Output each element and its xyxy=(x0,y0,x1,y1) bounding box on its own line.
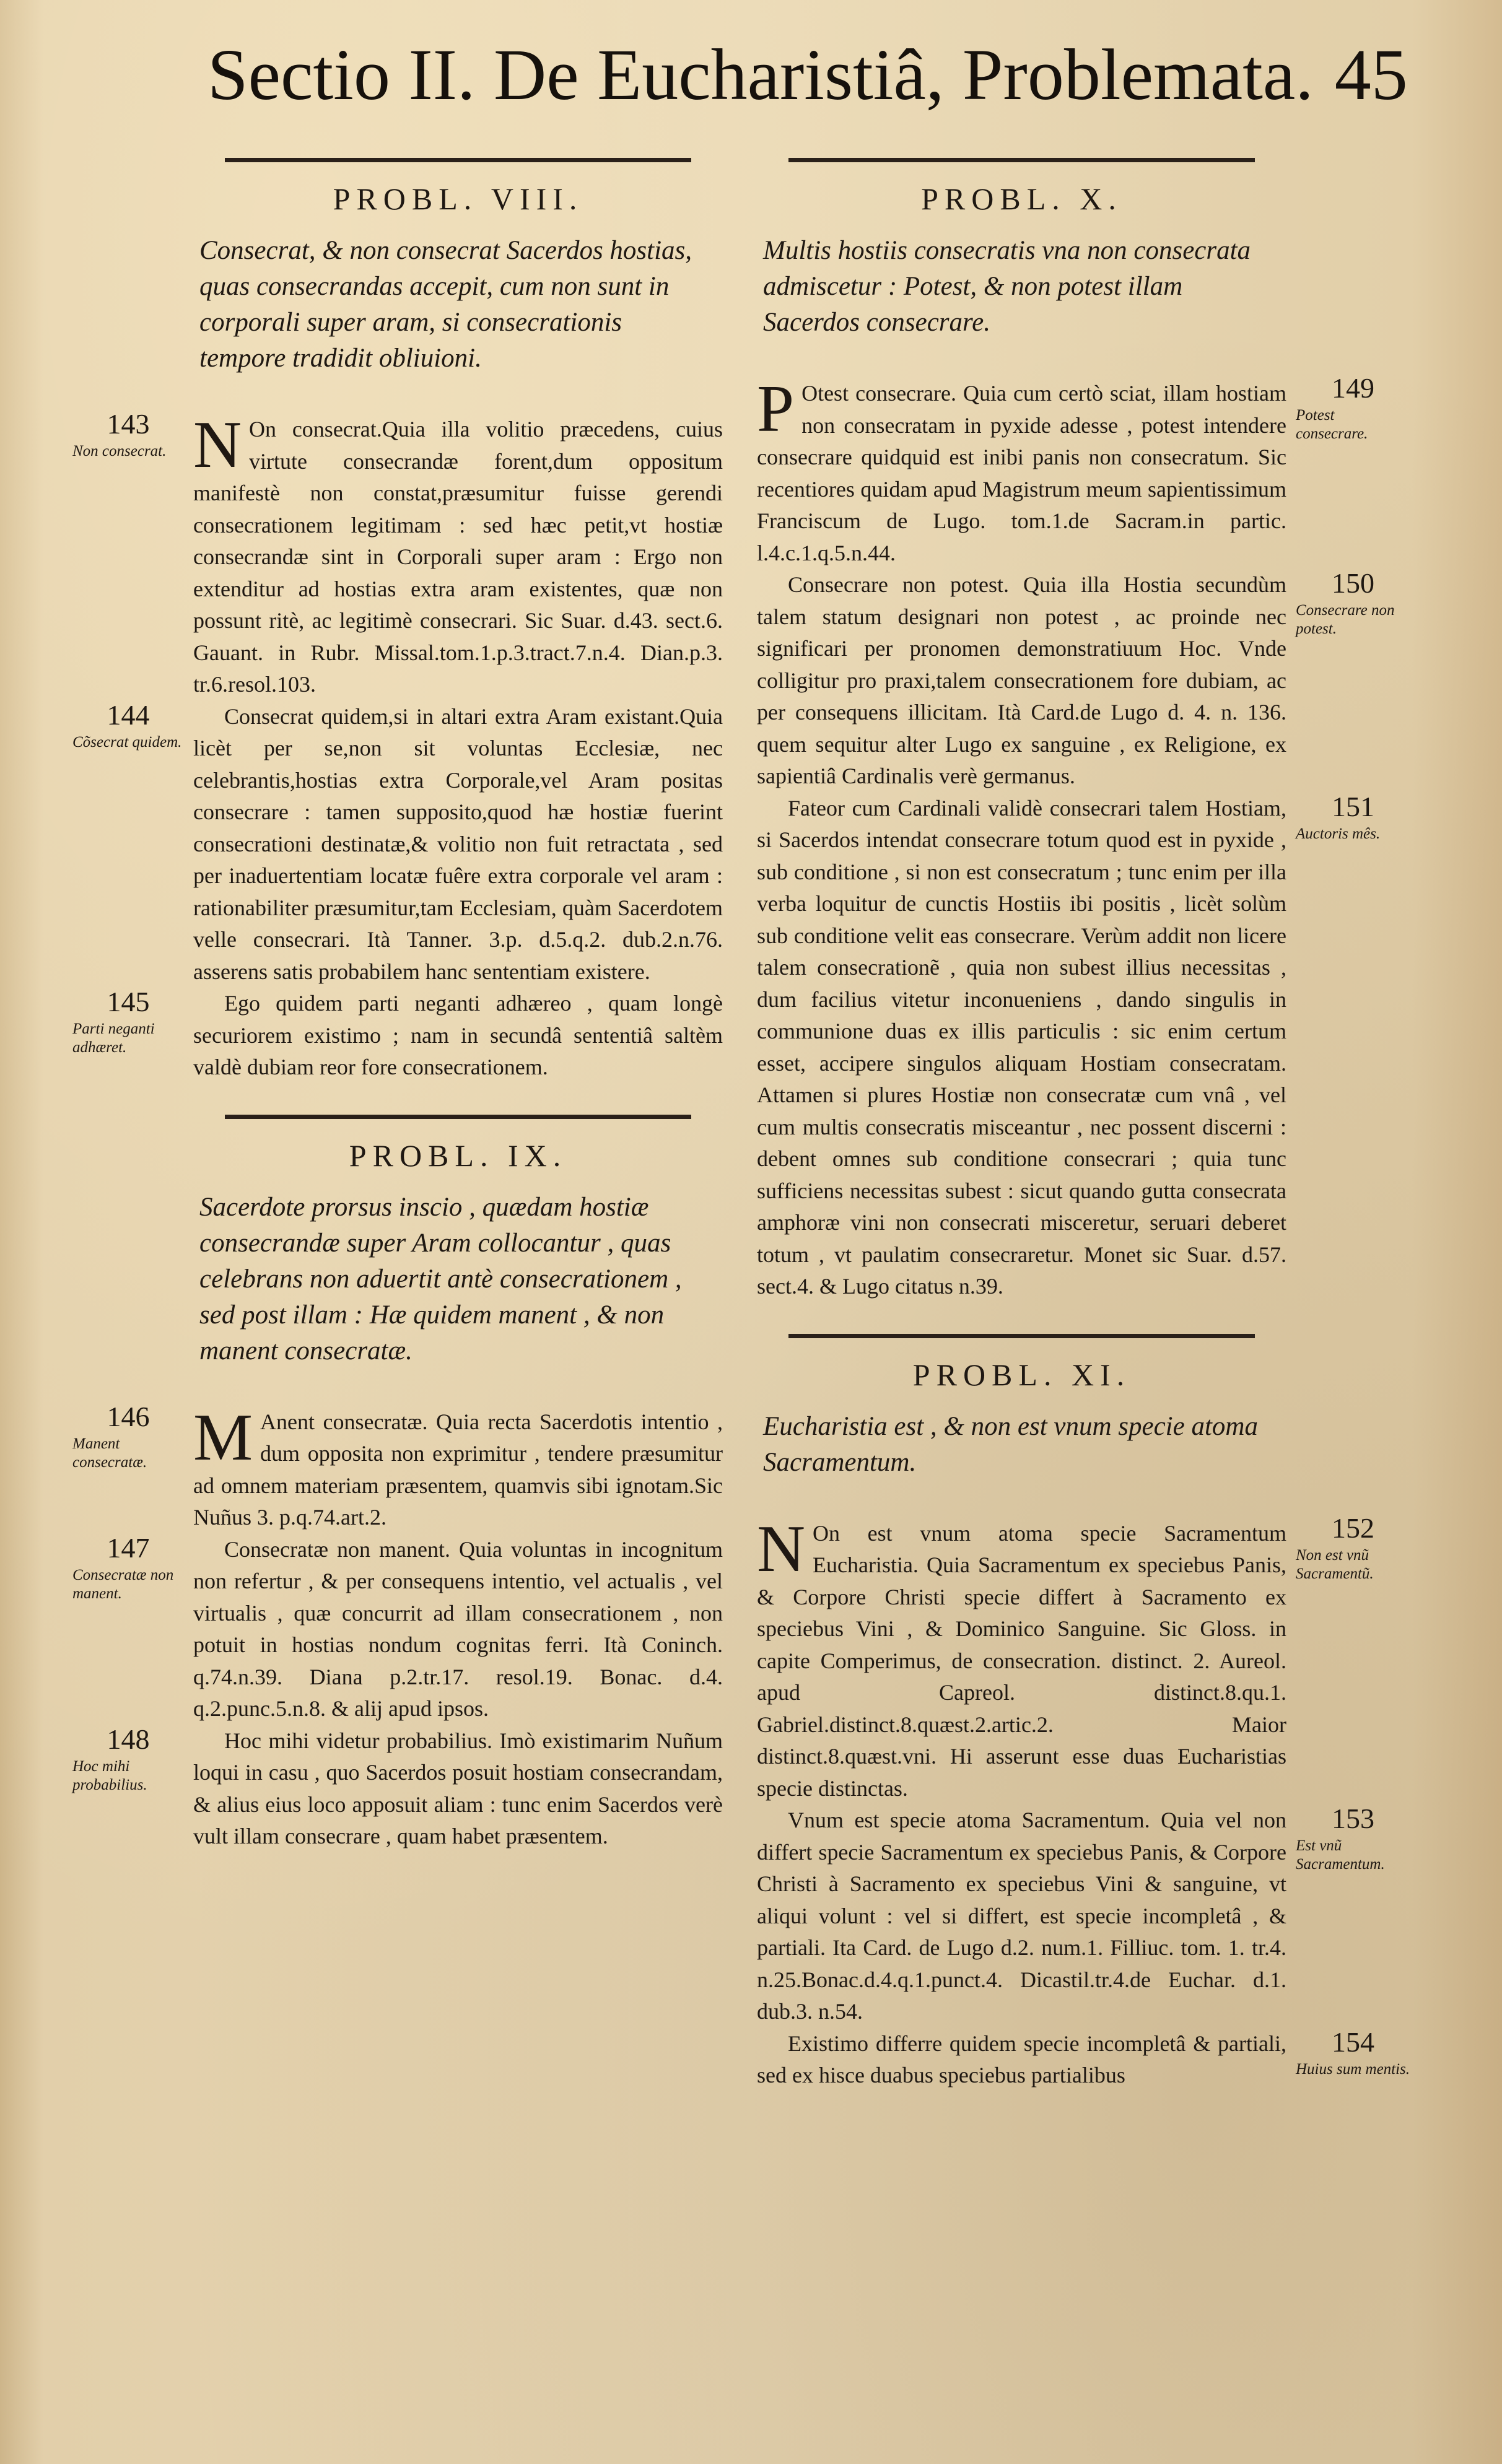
paragraph-text: Vnum est specie atoma Sacramentum. Quia vel non differt specie Sacramentum ex speciebus Panis, & Corpore Christi à Sacramento ex speciebus Vini & sanguine, vt aliqui volunt : vel si differt, est specie incompletâ , & partiali. Ita Card. de Lugo d.2. num.1. Filliuc. tom. 1. tr.4. n.25.Bonac.d.4.q.1.punct.4. Dicastil.tr.4.de Euchar. d.1. dub.3. n.54. xyxy=(757,1808,1286,2024)
problem-heading: PROBL. XI. xyxy=(912,1357,1131,1392)
paragraph-number: 152 xyxy=(1332,1512,1374,1544)
margin-note xyxy=(1296,2028,1410,2079)
paragraph-number: 149 xyxy=(1332,372,1374,404)
paragraph-number: 154 xyxy=(1332,2026,1374,2058)
paragraph xyxy=(72,408,723,701)
paragraph-number: 150 xyxy=(1332,567,1374,599)
section-rule xyxy=(788,1334,1254,1338)
margin-note xyxy=(1296,569,1410,638)
paragraph-text: Hoc mihi videtur probabilius. Imò existimarim Nuñum loqui in casu , quo Sacerdos posuit hostiam consecrandam, & alius eius loco apposuit aliam : tunc enim Sacerdos verè vult illam consecrare , quam habet præsentem. xyxy=(193,1728,723,1848)
margin-note xyxy=(1296,790,1410,843)
paragraph-text: Fateor cum Cardinali validè consecrari talem Hostiam, si Sacerdos intendat consecrare totum quod est in pyxide , sub conditione , si non est consecratum ; tunc enim per illa verba loquitur de cunctis Hostiis ibi positis , licèt solùm sub conditione velit eas consecrare. Verùm addit non licere talem consecrationẽ , quia non subest illius necessitas , dum facilius vitetur inconueniens , dando singulis in communione duas ex illis particulis : sic enim certum esset, accipere singulos aliquam Hostiam consecratam. Attamen si plures Hostiæ non consecratæ cum vnâ , vel cum multis consecratis misceantur , nec possent discerni : debent omnes sub conditione consecrari ; quia tunc sufficiens necessitas subest : sicut quando gutta consecrata amphoræ vini non consecrati misceretur, seruari deberet totum , vt paulatim consecraretur. Monet sic Suar. d.57. sect.4. & Lugo citatus n.39. xyxy=(757,795,1286,1299)
margin-note-text: Hoc mihi probabilius. xyxy=(72,1757,147,1793)
problem-heading: PROBL. IX. xyxy=(349,1138,567,1173)
margin-note-text: Cõsecrat quidem. xyxy=(72,733,182,751)
margin-note-text: Non consecrat. xyxy=(72,443,167,459)
left-column xyxy=(72,158,723,1853)
problem-summary: Sacerdote prorsus inscio , quædam hostiæ consecrandæ super Aram collocantur , quas celebrans non aduertit antè consecrationem , sed post illam : Hæ quidem manent , & non manent consecratæ. xyxy=(199,1192,682,1365)
paragraph-number: 147 xyxy=(107,1531,150,1564)
paragraph-text: Consecratæ non manent. Quia voluntas in incognitum non refertur , & per consequens intentio, vel actualis , vel virtualis , quæ concurrit ad illam consecrationem , non potuit in hostias nondum cognitas ferri. Ità Coninch. q.74.n.39. Diana p.2.tr.17. resol.19. Bonac. d.4. q.2.punc.5.n.8. & alij apud ipsos. xyxy=(193,1536,723,1721)
problem-summary: Eucharistia est , & non est vnum specie atoma Sacramentum. xyxy=(763,1411,1258,1477)
margin-note xyxy=(72,410,184,461)
paragraph-text: Consecrat quidem,si in altari extra Aram existant.Quia licèt per se,non sit voluntas Ecclesiæ, nec celebrantis,hostias extra Corporale,vel Aram positas consecrare : tamen supposito,quod hæ hostiæ fuerint consecrationi destinatæ,& volitio non fuit retractata , sed per inaduertentiam locatæ fuêre extra corporale vel aram : rationabiliter præsumitur,tam Ecclesiam, quàm Sacerdotem velle consecrari. Ità Tanner. 3.p. d.5.q.2. dub.2.n.76. asserens satis probabilem hanc sententiam existere. xyxy=(193,703,723,984)
paragraph xyxy=(757,2026,1410,2092)
paragraph xyxy=(72,1531,723,1725)
margin-note xyxy=(1296,1804,1410,1874)
paragraph xyxy=(757,567,1395,793)
paragraph-number: 146 xyxy=(107,1400,150,1432)
drop-capital: N xyxy=(193,408,242,482)
paragraph-text: On est vnum atoma specie Sacramentum Eucharistia. Quia Sacramentum ex speciebus Panis, & Corpore Christi specie differt à Sacramento ex speciebus Vini , & Dominico Sanguine. Sic Gloss. in capite Comperimus, de consecration. distinct. 2. Aureol. apud Capreol. distinct.8.qu.1. Gabriel.distinct.8.quæst.2.artic.2. Maior distinct.8.quæst.vni. Hi asserunt esse duas Eucharistias specie distinctas. xyxy=(757,1520,1286,1801)
paragraph xyxy=(72,1400,723,1534)
paragraph-number: 143 xyxy=(107,408,150,440)
section-rule xyxy=(225,158,691,162)
drop-capital: N xyxy=(757,1512,805,1586)
running-head-title: Sectio II. De Eucharistiâ, Problemata. xyxy=(207,34,1314,115)
paragraph xyxy=(72,986,723,1084)
paragraph-text: Existimo differre quidem specie incompletâ & partiali, sed ex hisce duabus speciebus partialibus xyxy=(757,2031,1286,2087)
drop-capital: P xyxy=(757,372,795,446)
margin-note-text: Manent consecratæ. xyxy=(72,1435,147,1471)
margin-note xyxy=(72,701,184,752)
paragraph-text: Consecrare non potest. Quia illa Hostia secundùm talem statum designari non potest , ac proinde nec significari per pronomen demonstratiuum Hoc. Vnde colligitur pro praxi,talem consecrationem fore dubiam, ac per consequens illicitam. Ità Card.de Lugo d. 4. n. 136. quem sequitur alter Lugo ex sanguine , ex Religione, ex sapientiâ Cardinalis verè germanus. xyxy=(757,572,1286,788)
margin-note-text: Huius sum mentis. xyxy=(1296,2060,1410,2078)
problem-summary: Consecrat, & non consecrat Sacerdos hostias, quas consecrandas accepit, cum non sunt in corporali super aram, si consecrationis tempore tradidit obliuioni. xyxy=(199,236,692,373)
paragraph-number: 153 xyxy=(1332,1803,1374,1834)
margin-note-text: Consecratæ non manent. xyxy=(72,1566,174,1602)
right-column xyxy=(757,158,1410,2092)
paragraph-text: Otest consecrare. Quia cum certò sciat, illam hostiam non consecratam in pyxide adesse , potest intendere consecrare quidquid est inibi panis non consecratum. Sic recentiores quidam apud Magistrum meum sapientissimum Franciscum de Lugo. tom.1.de Sacram.in partic. l.4.c.1.q.5.n.44. xyxy=(757,381,1286,565)
paragraph-text: Ego quidem parti neganti adhæreo , quam longè securiorem existimo ; nam in secundâ sententiâ saltèm valdè dubiam reor fore consecrationem. xyxy=(193,991,723,1079)
paragraph xyxy=(757,372,1374,569)
paragraph-text: On consecrat.Quia illa volitio præcedens, cuius virtute consecrandæ forent,dum oppositum manifestè non constat,præsumitur fuisse gerendi consecrationem legitimam : sed hæc petit,vt hostiæ consecrandæ sint in Corporali super aram : Ergo non extenditur ad hostias extra aram existentes, quæ non possunt ritè, ac legitimè consecrari. Sic Suar. d.43. sect.6. Gauant. in Rubr. Missal.tom.1.p.3.tract.7.n.4. Dian.p.3. tr.6.resol.103. xyxy=(193,417,723,697)
problem-heading: PROBL. VIII. xyxy=(333,181,583,216)
page-number: 45 xyxy=(1334,34,1408,115)
margin-note xyxy=(1296,374,1410,443)
margin-note-text: Potest consecrare. xyxy=(1296,407,1368,442)
problem-heading: PROBL. X. xyxy=(921,181,1122,216)
margin-note xyxy=(72,1531,184,1603)
paragraph xyxy=(757,1803,1385,2028)
paragraph-number: 144 xyxy=(107,699,150,731)
paragraph-text: Anent consecratæ. Quia recta Sacerdotis intentio , dum opposita non exprimitur , tendere præsumitur ad omnem materiam præsentem, quamvis sibi ignotam.Sic Nuñus 3. p.q.74.art.2. xyxy=(193,1409,723,1530)
paragraph xyxy=(72,699,723,988)
paragraph-number: 148 xyxy=(107,1723,150,1755)
paragraph xyxy=(757,790,1381,1303)
paragraph xyxy=(72,1723,723,1853)
margin-note-text: Parti neganti adhæret. xyxy=(72,1021,155,1056)
problem-summary: Multis hostiis consecratis vna non consecrata admiscetur : Potest, & non potest illam Sacerdos consecrare. xyxy=(763,236,1251,337)
drop-capital: M xyxy=(193,1400,253,1474)
running-head xyxy=(207,34,1408,115)
paragraph-number: 145 xyxy=(107,986,150,1017)
paragraph-number: 151 xyxy=(1332,790,1374,822)
margin-note xyxy=(72,1725,184,1795)
margin-note-text: Non est vnũ Sacramentũ. xyxy=(1296,1546,1374,1582)
margin-note-text: Consecrare non potest. xyxy=(1296,602,1395,637)
margin-note xyxy=(72,988,184,1057)
margin-note xyxy=(72,1400,184,1472)
paragraph xyxy=(757,1512,1374,1805)
margin-note-text: Est vnũ Sacramentum. xyxy=(1296,1837,1385,1873)
section-rule xyxy=(225,1115,691,1119)
section-rule xyxy=(788,158,1254,162)
margin-note-text: Auctoris mês. xyxy=(1296,825,1381,842)
margin-note xyxy=(1296,1514,1410,1583)
